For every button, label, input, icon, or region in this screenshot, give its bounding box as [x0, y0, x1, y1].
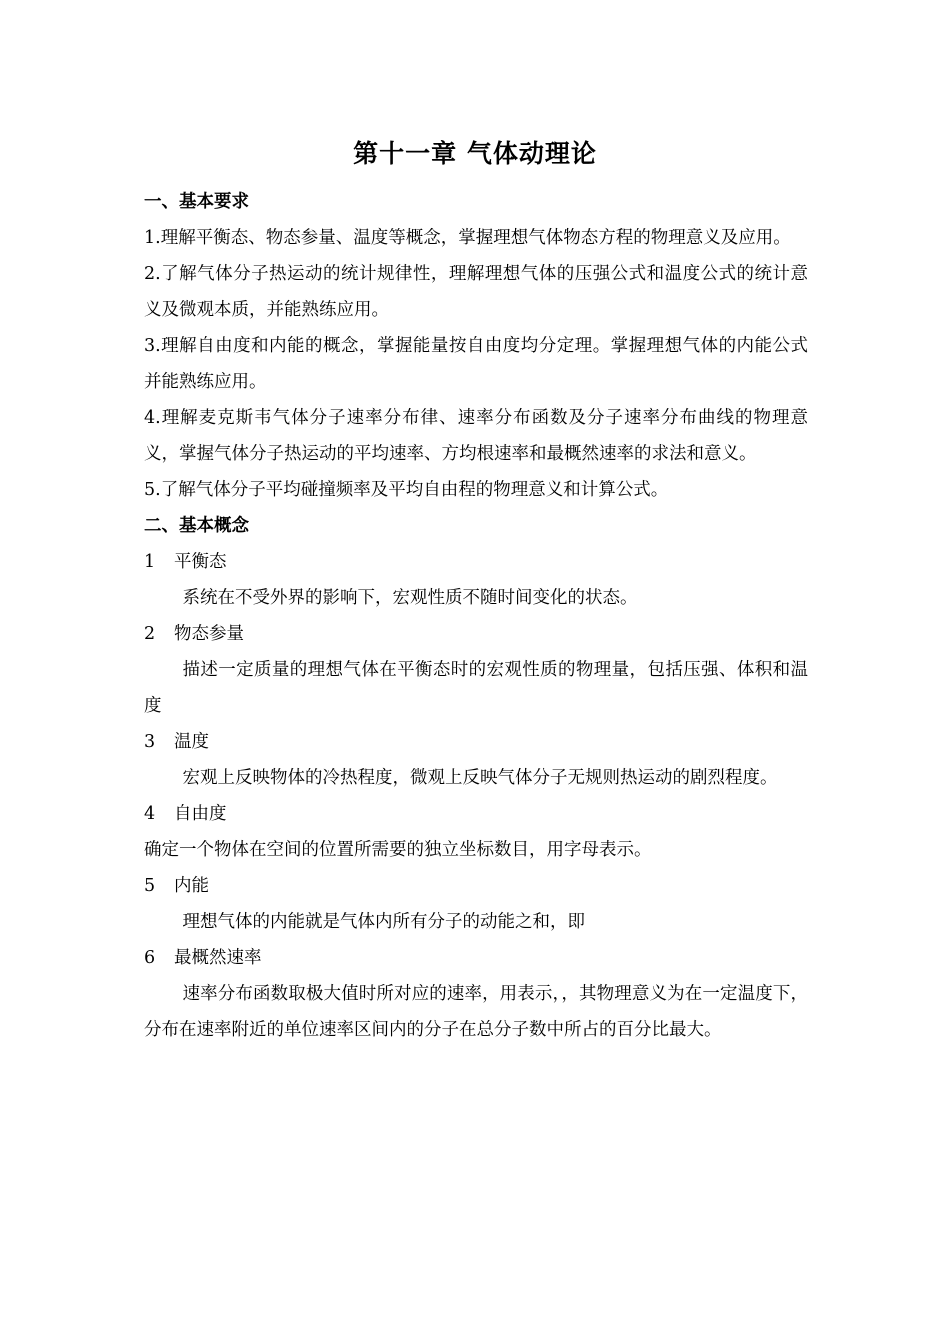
concept-description: 确定一个物体在空间的位置所需要的独立坐标数目，用字母表示。 — [144, 840, 652, 860]
concept-name: 温度 — [174, 732, 209, 752]
concept-number: 6 — [144, 948, 156, 968]
concept-term — [144, 796, 808, 832]
concept-name: 自由度 — [174, 804, 227, 824]
concept-1 — [144, 544, 808, 616]
concept-5 — [144, 868, 808, 940]
requirement-item: 4.理解麦克斯韦气体分子速率分布律、速率分布函数及分子速率分布曲线的物理意义，掌握气体分子热运动的平均速率、方均根速率和最概然速率的求法和意义。 — [144, 408, 808, 464]
concept-6 — [144, 940, 808, 1048]
concept-name: 最概然速率 — [174, 948, 262, 968]
concept-name: 物态参量 — [174, 624, 244, 644]
concept-description: 描述一定质量的理想气体在平衡态时的宏观性质的物理量，包括压强、体积和温度 — [144, 660, 808, 716]
concept-number: 3 — [144, 732, 156, 752]
concept-description: 系统在不受外界的影响下，宏观性质不随时间变化的状态。 — [182, 588, 638, 608]
requirement-item: 3.理解自由度和内能的概念，掌握能量按自由度均分定理。掌握理想气体的内能公式并能熟练应用。 — [144, 336, 808, 392]
concept-4 — [144, 796, 808, 868]
concept-number: 4 — [144, 804, 156, 824]
concept-description: 速率分布函数取极大值时所对应的速率，用表示，，其物理意义为在一定温度下，分布在速率附近的单位速率区间内的分子在总分子数中所占的百分比最大。 — [144, 984, 808, 1040]
concept-2 — [144, 616, 808, 724]
section-heading-requirements: 一、基本要求 — [144, 192, 249, 212]
document-body — [144, 184, 808, 1048]
concept-term — [144, 868, 808, 904]
section-heading-concepts: 二、基本概念 — [144, 516, 249, 536]
concept-number: 1 — [144, 552, 156, 572]
concept-description: 理想气体的内能就是气体内所有分子的动能之和，即 — [182, 912, 585, 932]
concept-term — [144, 544, 808, 580]
concept-term — [144, 724, 808, 760]
requirement-item: 2.了解气体分子热运动的统计规律性，理解理想气体的压强公式和温度公式的统计意义及微观本质，并能熟练应用。 — [144, 264, 808, 320]
concept-term — [144, 616, 808, 652]
concept-number: 5 — [144, 876, 156, 896]
concept-term — [144, 940, 808, 976]
chapter-title: 第十一章 气体动理论 — [353, 139, 597, 168]
requirement-item: 5.了解气体分子平均碰撞频率及平均自由程的物理意义和计算公式。 — [144, 480, 669, 500]
concept-name: 内能 — [174, 876, 209, 896]
requirement-item: 1.理解平衡态、物态参量、温度等概念，掌握理想气体物态方程的物理意义及应用。 — [144, 228, 791, 248]
concept-number: 2 — [144, 624, 156, 644]
concept-3 — [144, 724, 808, 796]
concept-name: 平衡态 — [174, 552, 227, 572]
concept-description: 宏观上反映物体的冷热程度，微观上反映气体分子无规则热运动的剧烈程度。 — [182, 768, 778, 788]
